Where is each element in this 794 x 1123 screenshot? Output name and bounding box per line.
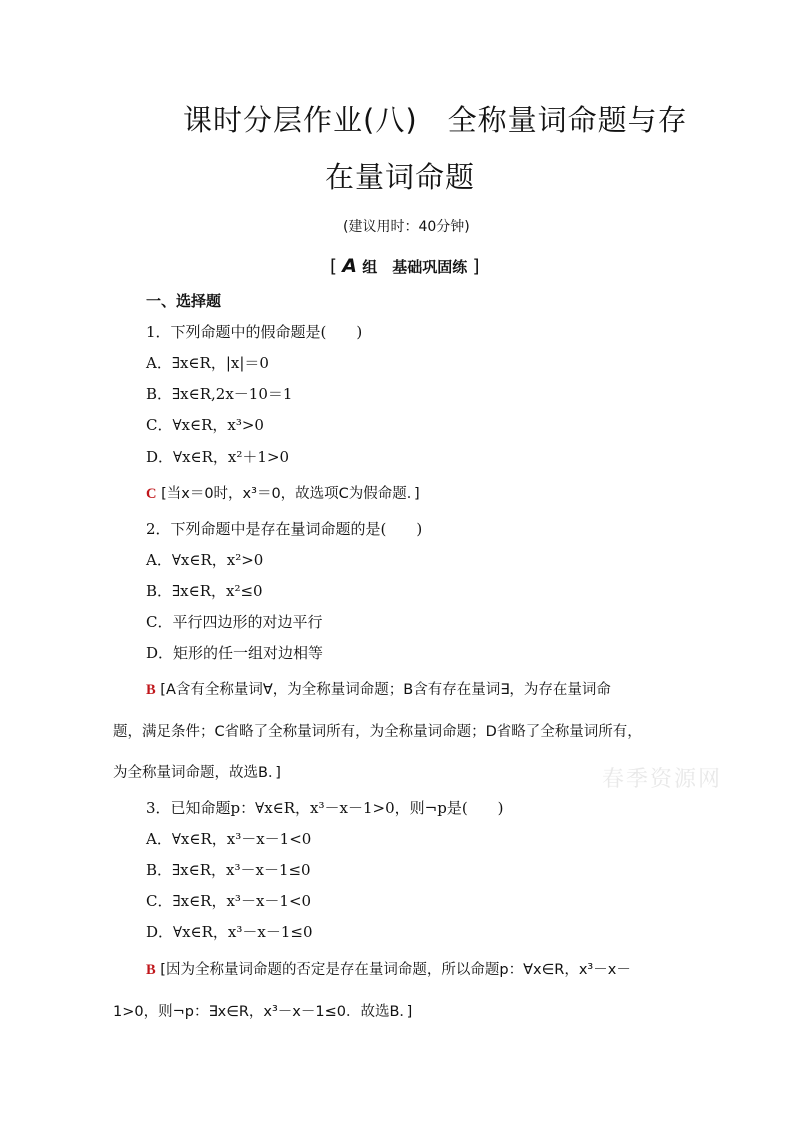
question-2-explanation-3: 为全称量词命题，故选B．] [113, 765, 281, 781]
question-1-option-a: A．∃x∈R，|x|＝0 [146, 354, 269, 372]
question-3-explanation-2: 1>0，则¬p：∃x∈R，x³－x－1≤0．故选B．] [113, 1004, 413, 1020]
section-heading: 一、选择题 [146, 292, 222, 310]
question-3-stem: 3．已知命题p：∀x∈R，x³－x－1>0，则¬p是( ) [146, 799, 504, 817]
question-2-option-d: D．矩形的任一组对边相等 [146, 644, 324, 662]
question-1-explanation: [当x＝0时，x³＝0，故选项C为假命题．] [161, 486, 420, 502]
question-1-option-d: D．∀x∈R，x²＋1>0 [146, 448, 290, 466]
question-3-solution-line1 [146, 958, 631, 979]
question-2-solution-line1 [146, 678, 611, 699]
question-2-answer: B [146, 682, 156, 698]
page-title-line1: 课时分层作业(八) 全称量词命题与存 [183, 103, 688, 137]
question-2-explanation-1: [A含有全称量词∀，为全称量词命题；B含有存在量词∃，为存在量词命 [160, 682, 611, 698]
question-2-option-a: A．∀x∈R，x²>0 [146, 551, 264, 569]
group-bracket-close: ] [472, 256, 480, 277]
question-2-option-c: C．平行四边形的对边平行 [146, 613, 323, 631]
question-3-option-b: B．∃x∈R，x³－x－1≤0 [146, 861, 311, 879]
group-heading [330, 255, 480, 277]
question-1-option-c: C．∀x∈R，x³>0 [146, 416, 264, 434]
question-1-stem: 1．下列命题中的假命题是( ) [146, 323, 363, 341]
page-title-line2: 在量词命题 [325, 160, 476, 194]
question-2-explanation-2: 题，满足条件；C省略了全称量词所有，为全称量词命题；D省略了全称量词所有， [113, 724, 642, 740]
question-2-stem: 2．下列命题中是存在量词命题的是( ) [146, 520, 423, 538]
question-3-explanation-1: [因为全称量词命题的否定是存在量词命题，所以命题p：∀x∈R，x³－x－ [160, 962, 631, 978]
suggested-time: (建议用时：40分钟) [343, 219, 470, 235]
group-title: 组 基础巩固练 [362, 258, 468, 276]
question-3-option-c: C．∃x∈R，x³－x－1<0 [146, 892, 312, 910]
group-letter: A [342, 255, 357, 277]
question-2-option-b: B．∃x∈R，x²≤0 [146, 582, 263, 600]
question-1-solution [146, 482, 420, 503]
watermark: 春季资源网 [602, 767, 723, 792]
question-3-option-d: D．∀x∈R，x³－x－1≤0 [146, 923, 313, 941]
question-1-option-b: B．∃x∈R,2x－10＝1 [146, 385, 293, 403]
question-1-answer: C [146, 486, 157, 502]
question-3-answer: B [146, 962, 156, 978]
group-bracket-open: [ [330, 256, 338, 277]
question-3-option-a: A．∀x∈R，x³－x－1<0 [146, 830, 312, 848]
